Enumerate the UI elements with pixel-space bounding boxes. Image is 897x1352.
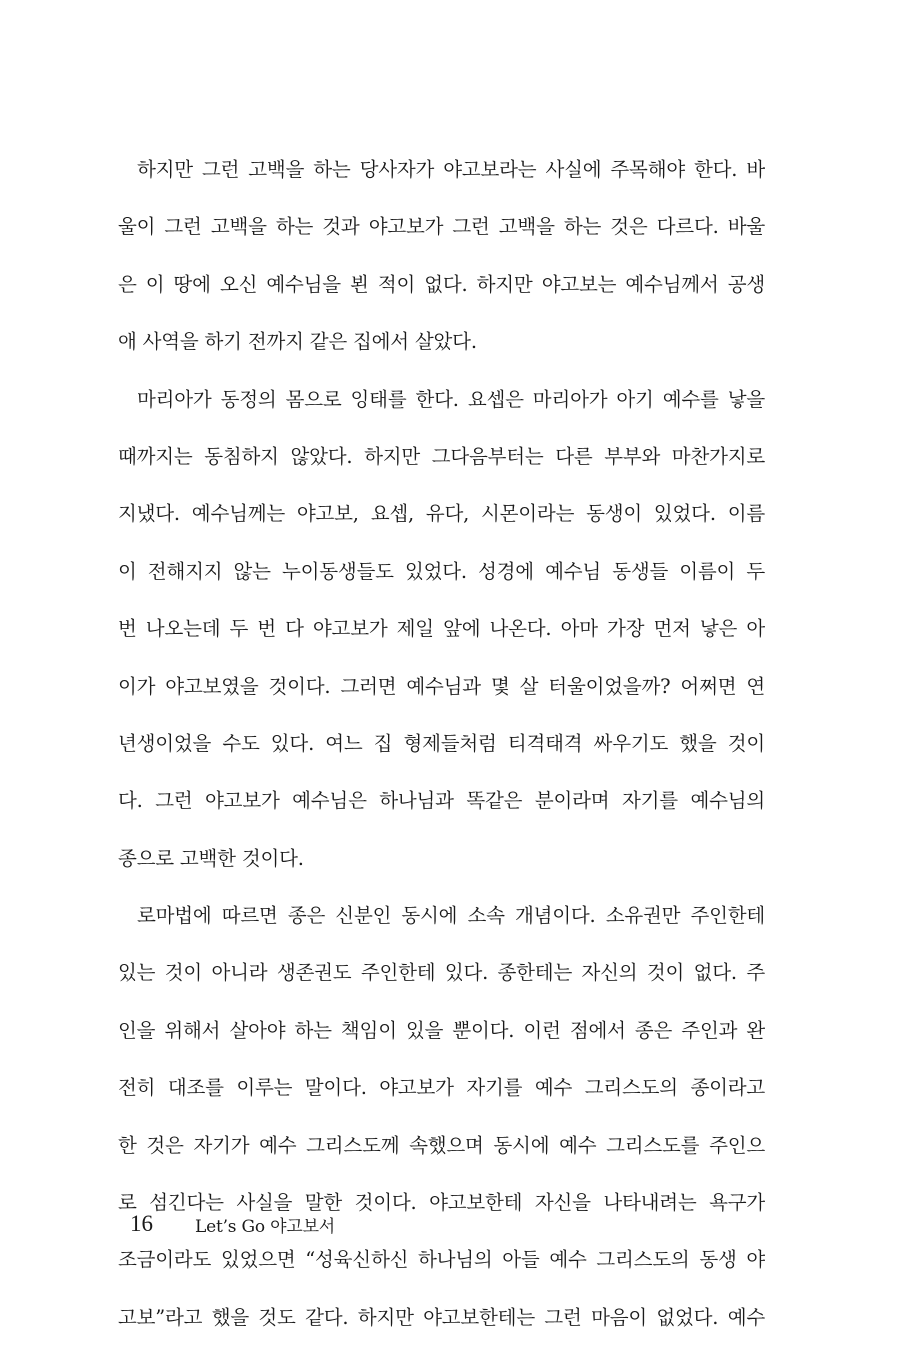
running-title: Let’s Go 야고보서 xyxy=(195,1216,336,1237)
text-line: 번 나오는데 두 번 다 야고보가 제일 앞에 나온다. 아마 가장 먼저 낳은 아 xyxy=(118,617,765,641)
text-line: 종으로 고백한 것이다. xyxy=(118,846,304,870)
text-line: 조금이라도 있었으면 “성육신하신 하나님의 아들 예수 그리스도의 동생 야 xyxy=(118,1248,765,1272)
text-line: 애 사역을 하기 전까지 같은 집에서 살았다. xyxy=(118,330,477,354)
text-line: 년생이었을 수도 있다. 여느 집 형제들처럼 티격태격 싸우기도 했을 것이 xyxy=(118,731,765,755)
text-line: 마리아가 동정의 몸으로 잉태를 한다. 요셉은 마리아가 아기 예수를 낳을 xyxy=(137,387,765,411)
page-footer xyxy=(130,1206,335,1242)
text-line: 한 것은 자기가 예수 그리스도께 속했으며 동시에 예수 그리스도를 주인으 xyxy=(118,1133,765,1157)
text-line: 은 이 땅에 오신 예수님을 뵌 적이 없다. 하지만 야고보는 예수님께서 공생 xyxy=(118,272,765,296)
text-line: 때까지는 동침하지 않았다. 하지만 그다음부터는 다른 부부와 마찬가지로 xyxy=(118,444,765,468)
text-line: 인을 위해서 살아야 하는 책임이 있을 뿐이다. 이런 점에서 종은 주인과 완 xyxy=(118,1018,765,1042)
text-line: 로마법에 따르면 종은 신분인 동시에 소속 개념이다. 소유권만 주인한테 xyxy=(137,904,765,928)
text-line: 다. 그런 야고보가 예수님은 하나님과 똑같은 분이라며 자기를 예수님의 xyxy=(118,789,765,813)
text-line: 이가 야고보였을 것이다. 그러면 예수님과 몇 살 터울이었을까? 어쩌면 연 xyxy=(118,674,765,698)
text-line: 하지만 그런 고백을 하는 당사자가 야고보라는 사실에 주목해야 한다. 바 xyxy=(137,158,765,181)
body-text xyxy=(118,147,765,1352)
text-line: 울이 그런 고백을 하는 것과 야고보가 그런 고백을 하는 것은 다르다. 바울 xyxy=(118,215,765,239)
text-line: 고보”라고 했을 것도 같다. 하지만 야고보한테는 그런 마음이 없었다. 예수 xyxy=(118,1305,765,1329)
text-line: 지냈다. 예수님께는 야고보, 요셉, 유다, 시몬이라는 동생이 있었다. 이름 xyxy=(118,502,765,526)
text-line: 이 전해지지 않는 누이동생들도 있었다. 성경에 예수님 동생들 이름이 두 xyxy=(118,559,765,583)
text-line: 로 섬긴다는 사실을 말한 것이다. 야고보한테 자신을 나타내려는 욕구가 xyxy=(118,1191,765,1215)
text-line: 전히 대조를 이루는 말이다. 야고보가 자기를 예수 그리스도의 종이라고 xyxy=(118,1076,765,1100)
text-line: 있는 것이 아니라 생존권도 주인한테 있다. 종한테는 자신의 것이 없다. 주 xyxy=(118,961,765,985)
page-number: 16 xyxy=(130,1211,153,1236)
